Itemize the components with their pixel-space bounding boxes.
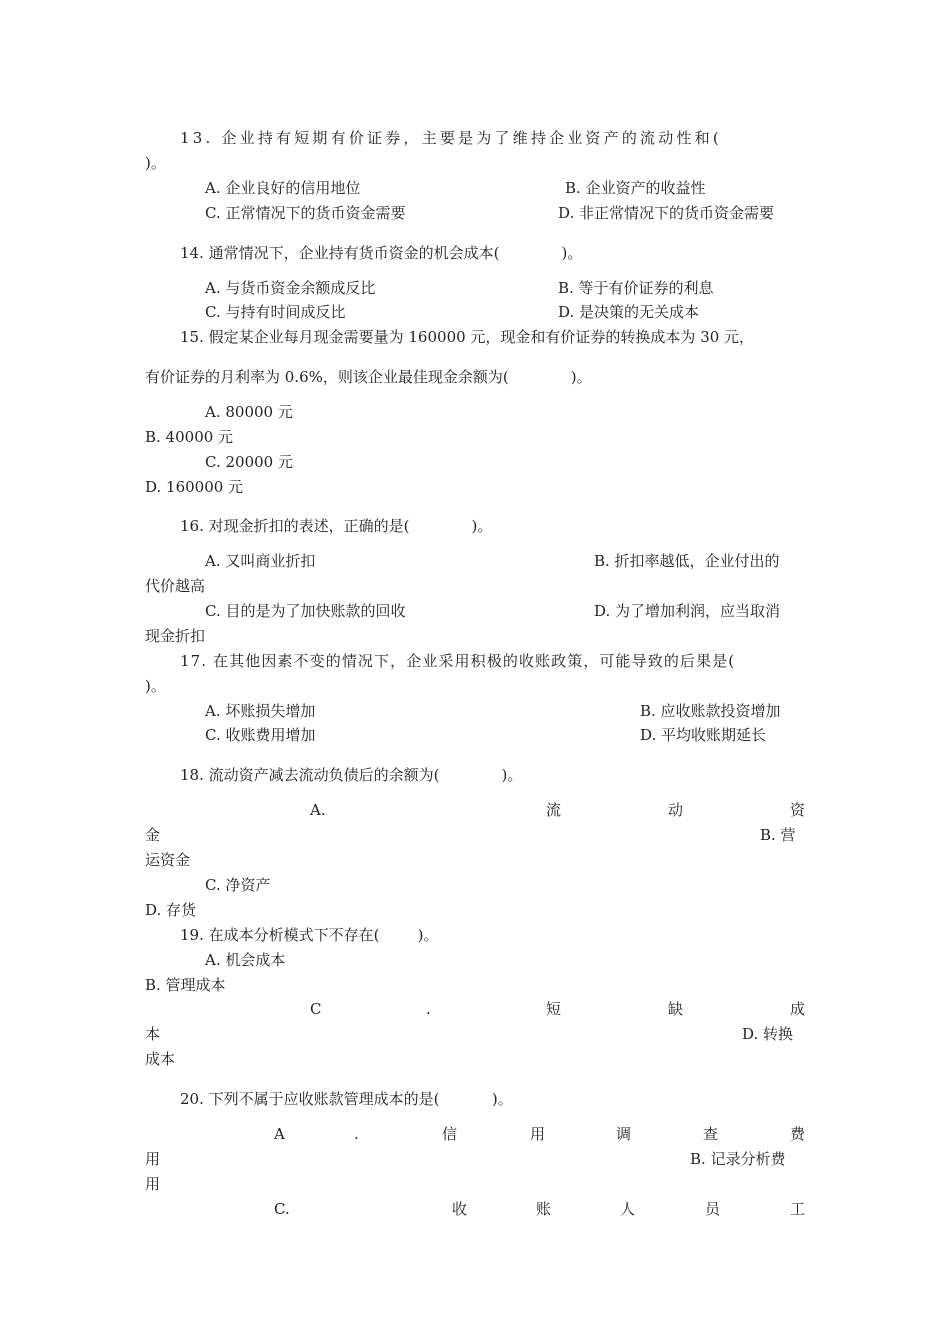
q14-option-c: C. 与持有时间成反比 <box>205 303 346 321</box>
q20-stem: 20. 下列不属于应收账款管理成本的是( )。 <box>180 1090 513 1108</box>
q18-option-a-part5: 金 <box>145 826 161 844</box>
q13-option-d: D. 非正常情况下的货币资金需要 <box>558 204 775 222</box>
q19-option-d-cont: 成本 <box>145 1050 176 1068</box>
q17-option-d: D. 平均收账期延长 <box>640 726 767 744</box>
q20-option-a-part3: 信 <box>442 1125 458 1143</box>
q15-option-c: C. 20000 元 <box>205 453 293 471</box>
q20-option-b-cont: 用 <box>145 1175 161 1193</box>
q15-option-a: A. 80000 元 <box>205 403 293 421</box>
q19-stem: 19. 在成本分析模式下不存在( )。 <box>180 926 439 944</box>
q16-option-d-cont: 现金折扣 <box>145 627 206 645</box>
q15-option-b: B. 40000 元 <box>145 428 234 446</box>
q18-option-d: D. 存货 <box>145 901 197 919</box>
q18-option-a-part1: A. <box>310 801 326 819</box>
q17-option-c: C. 收账费用增加 <box>205 726 316 744</box>
q15-stem-line2: 有价证券的月利率为 0.6%，则该企业最佳现金余额为( )。 <box>145 368 592 386</box>
q14-option-a: A. 与货币资金余额成反比 <box>205 279 376 297</box>
q15-stem-line1: 15. 假定某企业每月现金需要量为 160000 元，现金和有价证券的转换成本为 30 元， <box>180 328 755 346</box>
q20-option-a-part2: . <box>354 1125 359 1143</box>
q13-option-c: C. 正常情况下的货币资金需要 <box>205 204 406 222</box>
q16-option-b-cont: 代价越高 <box>145 577 206 595</box>
q18-stem: 18. 流动资产减去流动负债后的余额为( )。 <box>180 766 523 784</box>
q20-option-a-part7: 费 <box>790 1125 806 1143</box>
q13-stem-line1: 13. 企业持有短期有价证券，主要是为了维持企业资产的流动性和( <box>180 129 722 147</box>
q16-option-c: C. 目的是为了加快账款的回收 <box>205 602 406 620</box>
q18-option-a-part2: 流 <box>546 801 562 819</box>
q18-option-c: C. 净资产 <box>205 876 271 894</box>
q19-option-b: B. 管理成本 <box>145 976 226 994</box>
q13-option-a: A. 企业良好的信用地位 <box>205 179 361 197</box>
q15-option-d: D. 160000 元 <box>145 478 244 496</box>
q20-option-a-part8: 用 <box>145 1150 161 1168</box>
q17-stem-line1: 17. 在其他因素不变的情况下，企业采用积极的收账政策，可能导致的后果是( <box>180 652 736 670</box>
q18-option-b-cont: 运资金 <box>145 851 191 869</box>
q19-option-c-part4: 缺 <box>668 1000 684 1018</box>
q19-option-a: A. 机会成本 <box>205 951 286 969</box>
q14-option-d: D. 是决策的无关成本 <box>558 303 700 321</box>
q20-option-c-part5: 员 <box>705 1200 721 1218</box>
q14-stem: 14. 通常情况下，企业持有货币资金的机会成本( )。 <box>180 244 583 262</box>
q13-option-b: B. 企业资产的收益性 <box>565 179 706 197</box>
q20-option-a-part1: A <box>274 1125 285 1143</box>
q16-option-b: B. 折扣率越低，企业付出的 <box>594 552 780 570</box>
q17-option-a: A. 坏账损失增加 <box>205 702 316 720</box>
q19-option-c-part2: . <box>426 1000 431 1018</box>
q18-option-a-part4: 资 <box>790 801 806 819</box>
q14-option-b: B. 等于有价证券的利息 <box>558 279 714 297</box>
q20-option-a-part6: 查 <box>703 1125 719 1143</box>
q17-option-b: B. 应收账款投资增加 <box>640 702 781 720</box>
q19-option-c-part1: C <box>310 1000 322 1018</box>
q19-option-c-part6: 本 <box>145 1025 161 1043</box>
q17-stem-line2: )。 <box>145 677 166 695</box>
q18-option-a-part3: 动 <box>668 801 684 819</box>
q20-option-c-part3: 账 <box>536 1200 552 1218</box>
q20-option-a-part4: 用 <box>530 1125 546 1143</box>
q20-option-b: B. 记录分析费 <box>690 1150 786 1168</box>
q20-option-c-part6: 工 <box>790 1200 806 1218</box>
q16-option-a: A. 又叫商业折扣 <box>205 552 316 570</box>
q20-option-a-part5: 调 <box>616 1125 632 1143</box>
q20-option-c-part2: 收 <box>452 1200 468 1218</box>
q20-option-c-part1: C. <box>274 1200 290 1218</box>
q19-option-c-part5: 成 <box>790 1000 806 1018</box>
q13-stem-line2: )。 <box>145 154 166 172</box>
q16-stem: 16. 对现金折扣的表述，正确的是( )。 <box>180 517 493 535</box>
q18-option-b: B. 营 <box>760 826 796 844</box>
q19-option-c-part3: 短 <box>546 1000 562 1018</box>
q16-option-d: D. 为了增加利润，应当取消 <box>594 602 781 620</box>
q19-option-d: D. 转换 <box>742 1025 794 1043</box>
q20-option-c-part4: 人 <box>620 1200 636 1218</box>
